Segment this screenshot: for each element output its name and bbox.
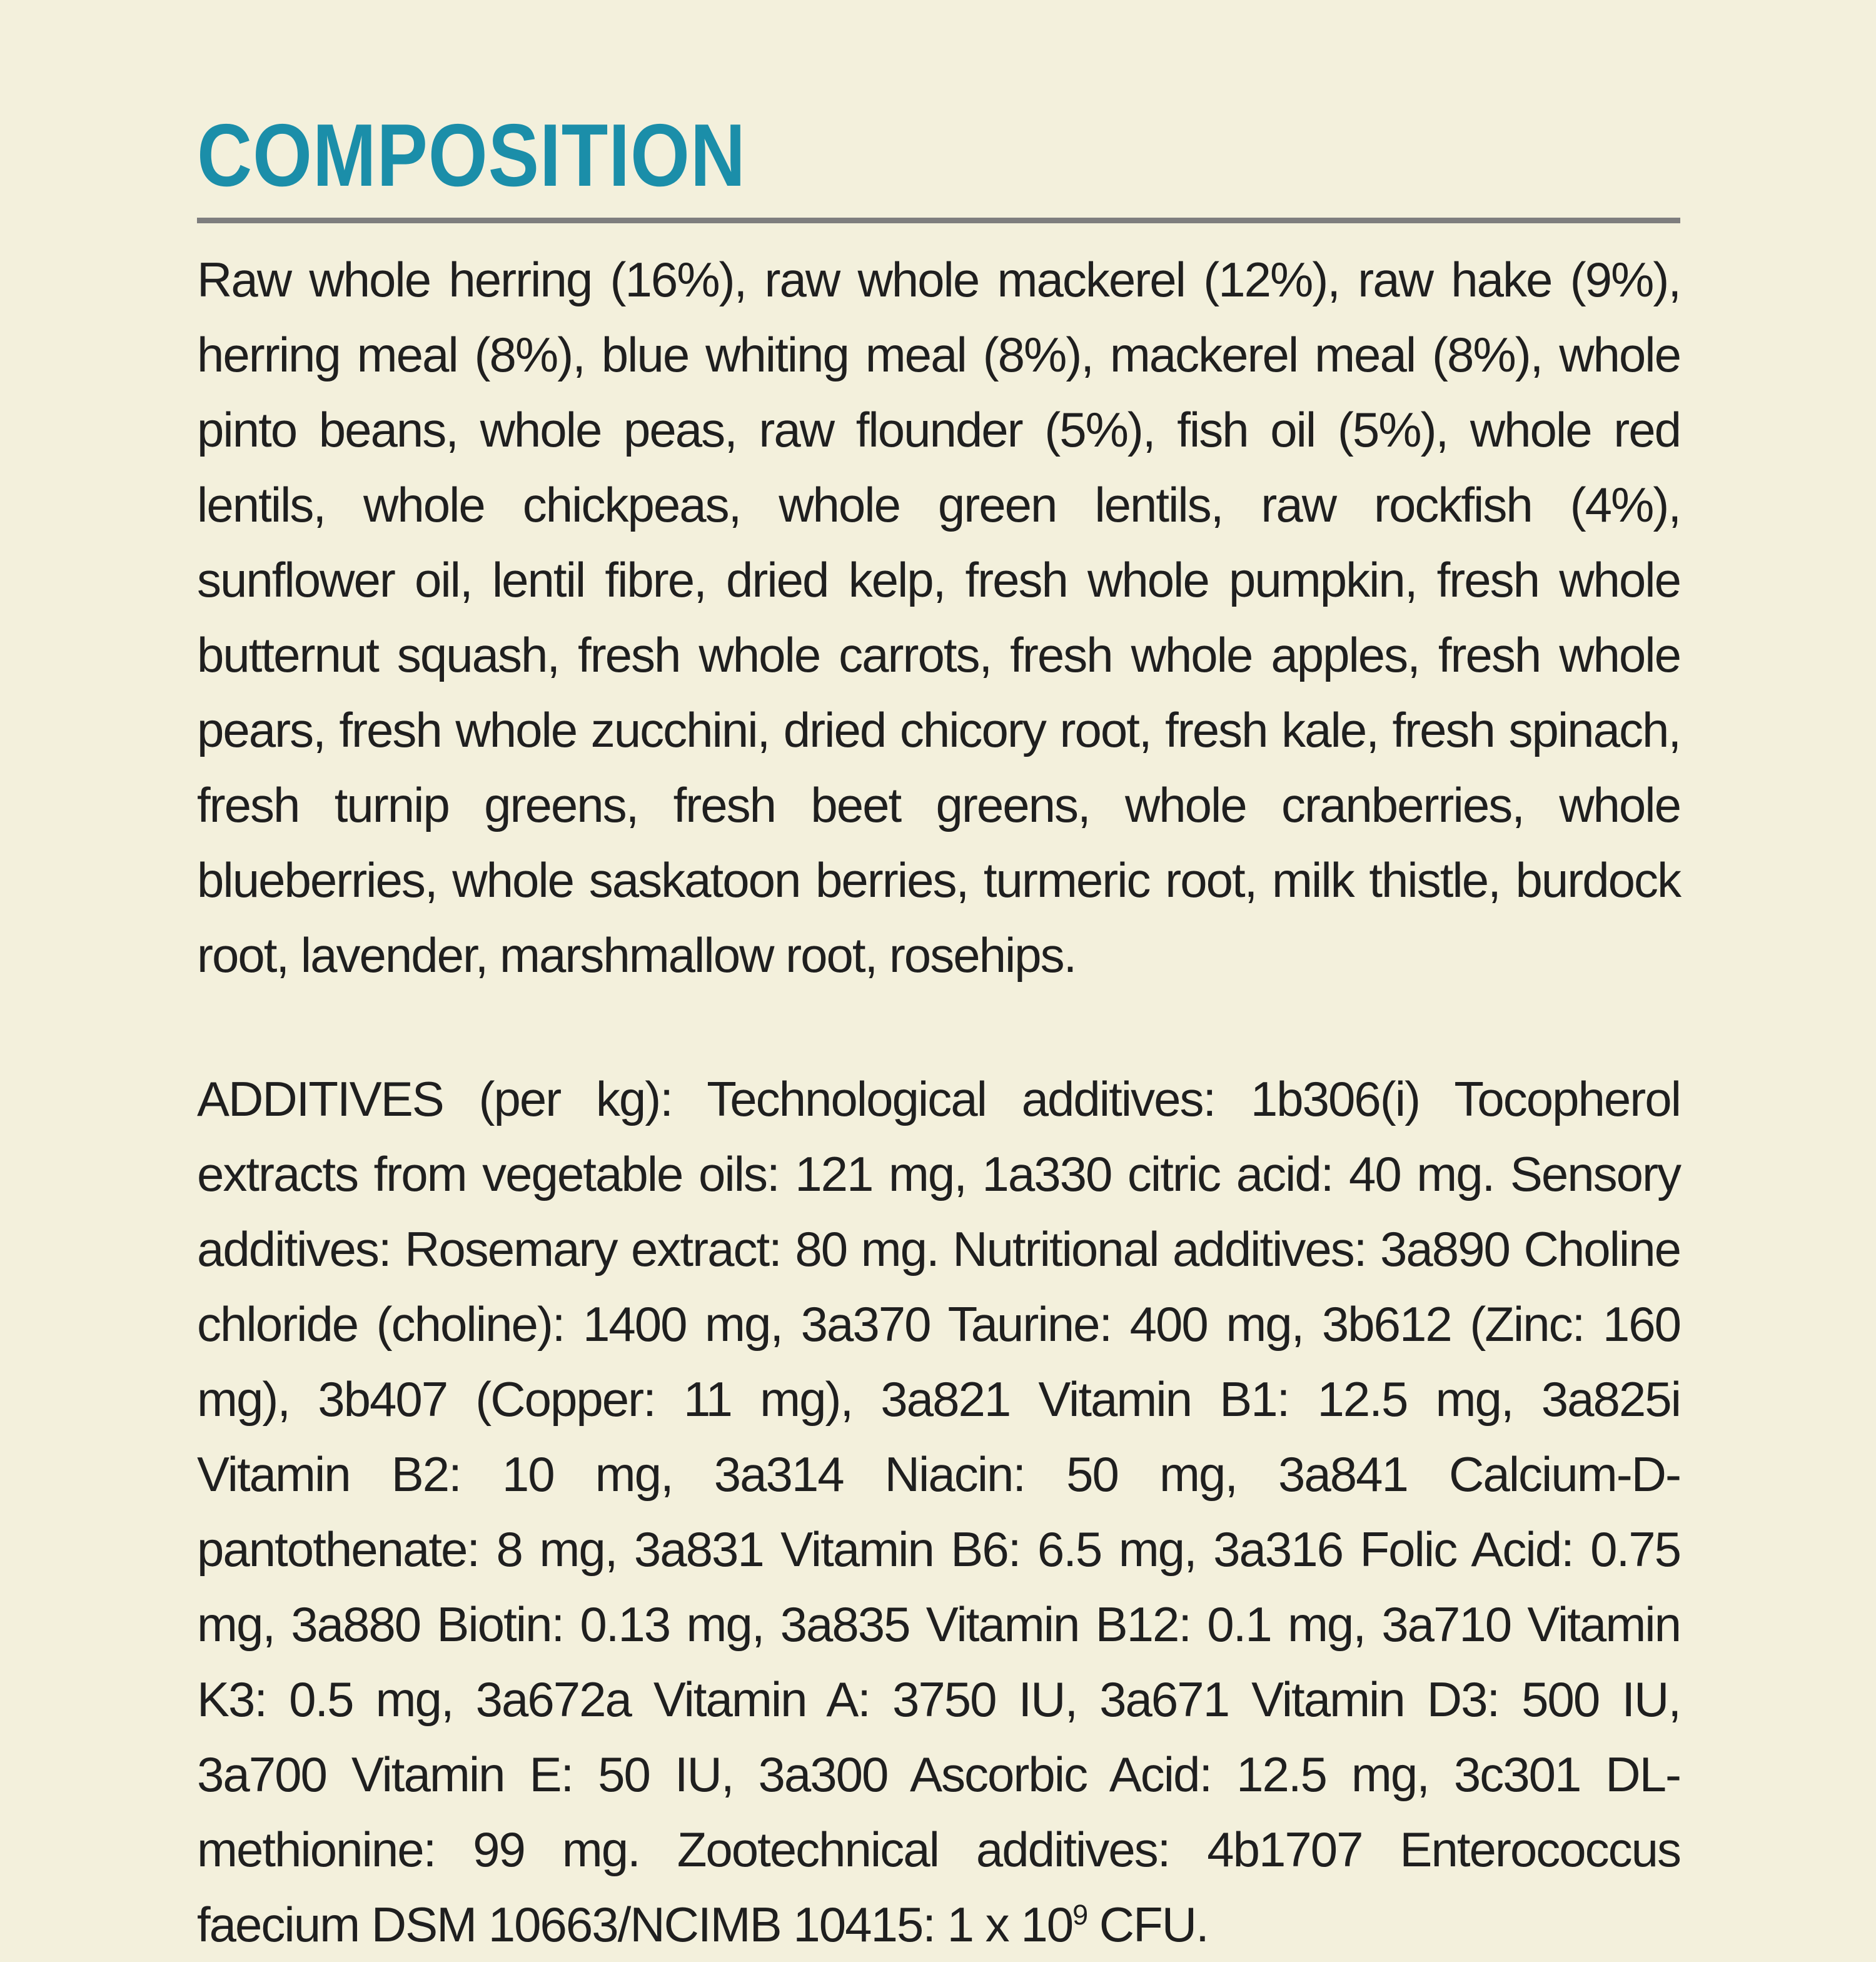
composition-paragraph: Raw whole herring (16%), raw whole mackerel (12%), raw hake (9%), herring meal (8%), blue whiting meal (8%), mackerel meal (8%), whole pinto beans, whole peas, raw flounder (5%), fish oil (5%), whole red lentils, whole chickpeas, whole green lentils, raw rockfish (4%), sunflower oil, lentil fibre, dried kelp, fresh whole pumpkin, fresh whole butternut squash, fresh whole carrots, fresh whole apples, fresh whole pears, fresh whole zucchini, dried chicory root, fresh kale, fresh spinach, fresh turnip greens, fresh beet greens, whole cranberries, whole blueberries, whole saskatoon berries, turmeric root, milk thistle, burdock root, lavender, marshmallow root, rosehips.: [197, 252, 1680, 983]
page-title: COMPOSITION: [197, 106, 746, 205]
additives-paragraph: [197, 1061, 1680, 1962]
additives-main-text: ADDITIVES (per kg): Technological additives: 1b306(i) Tocopherol extracts from vegetable oils: 121 mg, 1a330 citric acid: 40 mg. Sensory additives: Rosemary extract: 80 mg. Nutritional additives: 3a890 Choline chloride (choline): 1400 mg, 3a370 Taurine: 400 mg, 3b612 (Zinc: 160 mg), 3b407 (Copper: 11 mg), 3a821 Vitamin B1: 12.5 mg, 3a825i Vitamin B2: 10 mg, 3a314 Niacin: 50 mg, 3a841 Calcium-D-pantothenate: 8 mg, 3a831 Vitamin B6: 6.5 mg, 3a316 Folic Acid: 0.75 mg, 3a880 Biotin: 0.13 mg, 3a835 Vitamin B12: 0.1 mg, 3a710 Vitamin K3: 0.5 mg, 3a672a Vitamin A: 3750 IU, 3a671 Vitamin D3: 500 IU, 3a700 Vitamin E: 50 IU, 3a300 Ascorbic Acid: 12.5 mg, 3c301 DL-methionine: 99 mg. Zootechnical additives: 4b1707 Enterococcus faecium DSM 10663/NCIMB 10415: 1 x 10: [197, 1071, 1680, 1952]
additives-exponent: 9: [1072, 1899, 1087, 1931]
additives-tail-text: CFU.: [1087, 1897, 1208, 1952]
composition-panel: [197, 100, 1680, 1962]
title-divider: [197, 218, 1680, 223]
